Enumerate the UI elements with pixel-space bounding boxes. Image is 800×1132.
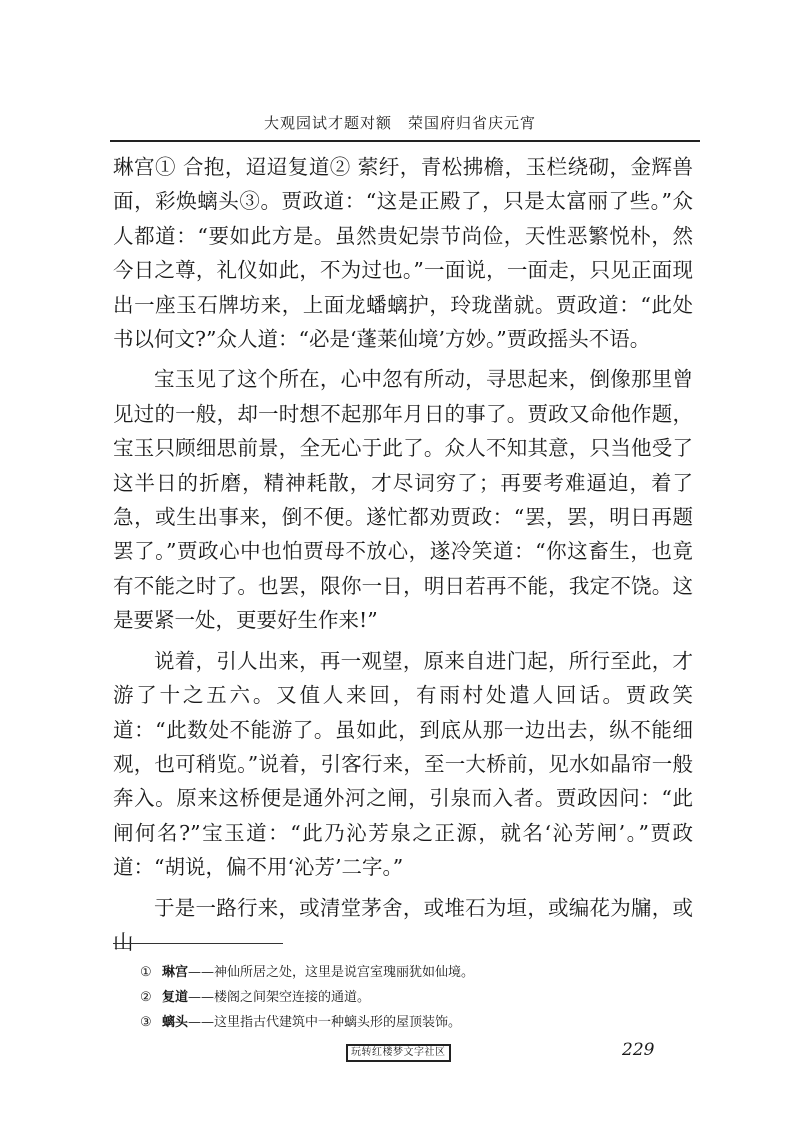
footnote-divider <box>113 943 283 944</box>
footnote-number: ③ <box>140 1015 152 1030</box>
footnote-term: 复道 <box>162 990 189 1005</box>
footnote-number: ② <box>140 990 152 1005</box>
footnote-text: ——这里指古代建筑中一种螭头形的屋顶装饰。 <box>188 1015 462 1030</box>
main-text <box>113 150 693 959</box>
footnote-term: 螭头 <box>162 1015 189 1030</box>
footnote-2 <box>140 985 700 1010</box>
header-divider <box>110 140 700 142</box>
footnote-number: ① <box>140 965 152 980</box>
footnote-text: ——楼阁之间架空连接的通道。 <box>188 990 371 1005</box>
paragraph-4: 于是一路行来，或清堂茅舍，或堆石为垣，或编花为牖，或山 <box>113 895 693 954</box>
page-number: 229 <box>622 1040 655 1060</box>
footnote-1 <box>140 960 700 985</box>
paragraph-2: 宝玉见了这个所在，心中忽有所动，寻思起来，倒像那里曾见过的一般，却一时想不起那年月日的事了。贾政又命他作题，宝玉只顾细思前景，全无心于此了。众人不知其意，只当他受了这半日的折磨，精神耗散，才尽词穷了；再要考难逼迫，着了急，或生出事来，倒不便。遂忙都劝贾政：“罢，罢，明日再题罢了。”贾政心中也怕贾母不放心，遂冷笑道：“你这畜生，也竟有不能之时了。也罢，限你一日，明日若再不能，我定不饶。这是要紧一处，更要好生作来!” <box>113 367 693 633</box>
footnote-text: ——神仙所居之处，这里是说宫室瑰丽犹如仙境。 <box>188 965 475 980</box>
footnotes <box>140 960 700 1035</box>
running-header: 大观园试才题对额 荣国府归省庆元宵 <box>263 114 536 132</box>
footnote-term: 琳宫 <box>162 965 189 980</box>
footnote-3 <box>140 1010 700 1035</box>
paragraph-3: 说着，引人出来，再一观望，原来自进门起，所行至此，才游了十之五六。又值人来回，有雨村处遣人回话。贾政笑道：“此数处不能游了。虽如此，到底从那一边出去，纵不能细观，也可稍览。”说着，引客行来，至一大桥前，见水如晶帘一般奔入。原来这桥便是通外河之闸，引泉而入者。贾政因问：“此闸何名?”宝玉道：“此乃沁芳泉之正源，就名‘沁芳闸’。”贾政道：“胡说，偏不用‘沁芳’二字。” <box>113 648 693 880</box>
watermark-stamp: 玩转红楼梦文字社区 <box>346 1044 451 1062</box>
paragraph-1: 琳宫① 合抱，迢迢复道② 萦纡，青松拂檐，玉栏绕砌，金辉兽面，彩焕螭头③。贾政道：“这是正殿了，只是太富丽了些。”众人都道：“要如此方是。虽然贵妃崇节尚俭，天性恶繁悦朴，然今日之尊，礼仪如此，不为过也。”一面说，一面走，只见正面现出一座玉石牌坊来，上面龙蟠螭护，玲珑凿就。贾政道：“此处书以何文?”众人道：“必是‘蓬莱仙境’方妙。”贾政摇头不语。 <box>113 155 693 352</box>
